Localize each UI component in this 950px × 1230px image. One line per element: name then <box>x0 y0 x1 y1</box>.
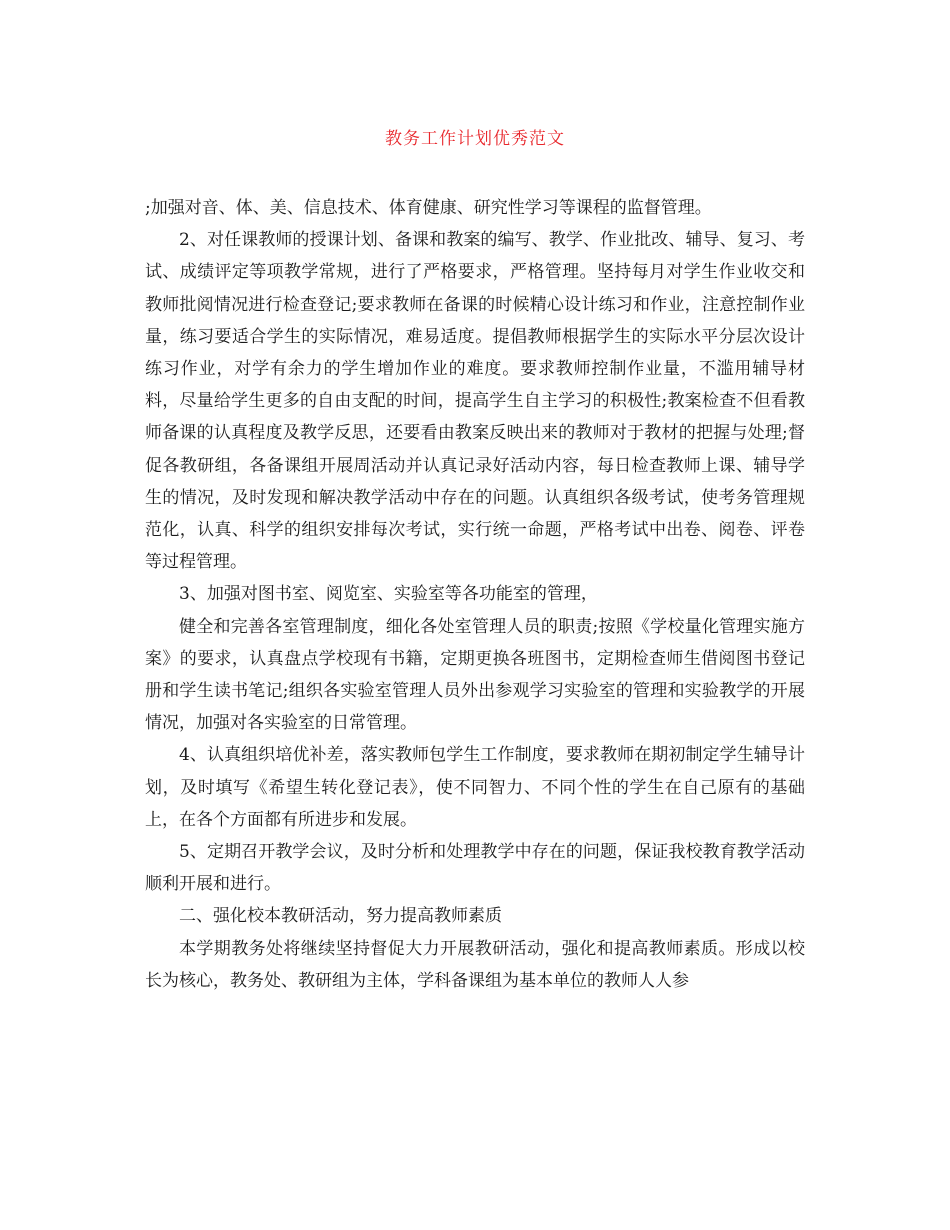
paragraph-item-5: 5、定期召开教学会议，及时分析和处理教学中存在的问题，保证我校教育教学活动顺利开展和进行。 <box>145 842 805 895</box>
paragraph-item-3: 3、加强对图书室、阅览室、实验室等各功能室的管理， <box>179 584 598 605</box>
document-body <box>145 192 805 997</box>
paragraph-continuation: ;加强对音、体、美、信息技术、体育健康、研究性学习等课程的监督管理。 <box>145 198 712 218</box>
paragraph-item-2: 2、对任课教师的授课计划、备课和教案的编写、教学、作业批改、辅导、复习、考试、成绩评定等项教学常规，进行了严格要求，严格管理。坚持每月对学生作业收交和教师批阅情况进行检查登记;要求教师在备课的时候精心设计练习和作业，注意控制作业量，练习要适合学生的实际情况，难易适度。提倡教师根据学生的实际水平分层次设计练习作业，对学有余力的学生增加作业的难度。要求教师控制作业量，不滥用辅导材料，尽量给学生更多的自由支配的时间，提高学生自主学习的积极性;教案检查不但看教师备课的认真程度及教学反思，还要看由教案反映出来的教师对于教材的把握与处理;督促各教研组，各备课组开展周活动并认真记录好活动内容，每日检查教师上课、辅导学生的情况，及时发现和解决教学活动中存在的问题。认真组织各级考试，使考务管理规范化，认真、科学的组织安排每次考试，实行统一命题，严格考试中出卷、阅卷、评卷等过程管理。 <box>145 230 805 573</box>
paragraph-item-4: 4、认真组织培优补差，落实教师包学生工作制度，要求教师在期初制定学生辅导计划，及时填写《希望生转化登记表》，使不同智力、不同个性的学生在自己原有的基础上，在各个方面都有所进步和发展。 <box>145 745 805 830</box>
paragraph-section-2-intro: 本学期教务处将继续坚持督促大力开展教研活动，强化和提高教师素质。形成以校长为核心，教务处、教研组为主体，学科备课组为基本单位的教师人人参 <box>145 938 805 991</box>
section-heading-2: 二、强化校本教研活动，努力提高教师素质 <box>179 906 502 927</box>
paragraph-item-3-detail: 健全和完善各室管理制度，细化各处室管理人员的职责;按照《学校量化管理实施方案》的要求，认真盘点学校现有书籍，定期更换各班图书，定期检查师生借阅图书登记册和学生读书笔记;组织各实验室管理人员外出参观学习实验室的管理和实验教学的开展情况，加强对各实验室的日常管理。 <box>145 616 805 734</box>
document-title: 教务工作计划优秀范文 <box>385 129 565 149</box>
